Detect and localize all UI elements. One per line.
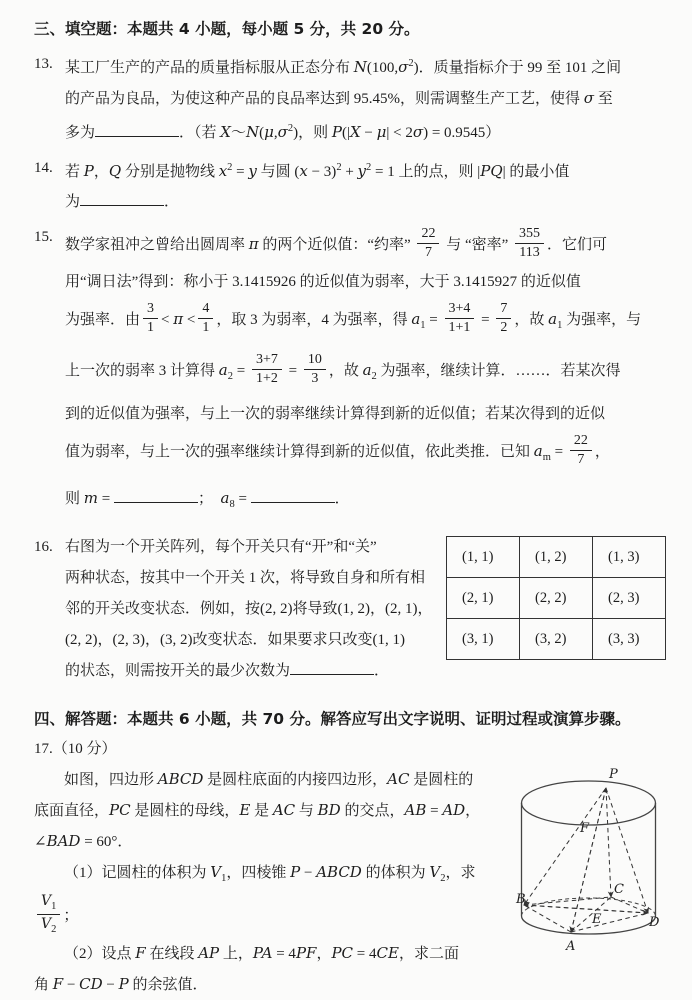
q16-line-1: 右图为一个开关阵列，每个开关只有“开”和“关” (65, 539, 377, 555)
pyramid-edges (524, 788, 648, 932)
q16-line-3: 邻的开关改变状态．例如，按(2, 2)将导致(1, 2)，(2, 1)， (65, 601, 433, 617)
figure-label-b: B (516, 892, 526, 907)
table-cell: (3, 3) (593, 619, 666, 660)
question-16-number: 16. (34, 539, 53, 555)
table-cell: (2, 1) (447, 578, 520, 619)
q17-line-5: $\frac{V_1}{V_2}$ ； (34, 894, 668, 938)
table-cell: (1, 1) (447, 537, 520, 578)
section3-header: 三、填空题：本题共 4 小题，每小题 5 分，共 20 分。 (34, 20, 420, 38)
question-14 (34, 153, 668, 217)
q17-heading: 17.（10 分） (34, 741, 117, 757)
q15-line-2: 用“调日法”得到：称小于 3.1415926 的近似值为弱率，大于 3.1415927 的近似值 (65, 274, 581, 290)
table-row (447, 537, 666, 578)
q16-line-5: 的状态，则需按开关的最少次数为 ． (65, 656, 668, 687)
q15-line-5: 到的近似值为强率，与上一次的弱率继续计算得到新的近似值；若某次得到的近似 (65, 406, 606, 422)
question-13-number: 13. (34, 56, 53, 72)
question-16 (34, 532, 668, 687)
question-17 (34, 734, 668, 1000)
table-cell: (1, 2) (520, 537, 593, 578)
q17-line-3: ∠BAD = 60°． (34, 832, 133, 850)
figure-label-p: P (609, 767, 618, 782)
q15-line-3: 为强率．由 $\frac{3}{1}$ < π < $\frac{4}{1}$ ，取 3 为弱率，4 为强率，得 $a_1$ = $\frac{3+4}{1+1}$ = $\frac{7}{2}$ ，故 $a_1$ 为强率，与 (65, 300, 642, 336)
q16-line-2: 两种状态，按其中一个开关 1 次，将导致自身和所有相 (65, 570, 426, 586)
table-cell: (3, 1) (447, 619, 520, 660)
figure-label-f: F (580, 821, 590, 836)
figure-label-a: A (566, 939, 576, 954)
figure-label-e: E (592, 912, 602, 927)
q16-line-4: (2, 2)，(2, 3)，(3, 2)改变状态．如果要求只改变(1, 1) (65, 632, 405, 648)
q15-line-6: 值为弱率，与上一次的强率继续计算得到新的近似值，依此类推．已知 $a_m$ = $\frac{22}{7}$ ， (65, 432, 610, 468)
q13-line-2: 的产品为良品，为使这种产品的良品率达到 95.45%，则需调整生产工艺，使得 σ 至 (65, 89, 613, 107)
q17-line-2: 底面直径，PC 是圆柱的母线，E 是 AC 与 BD 的交点，AB = AD， (34, 801, 481, 819)
section4-header: 四、解答题：本题共 6 小题，共 70 分。解答应写出文字说明、证明过程或演算步骤。 (34, 710, 631, 728)
q17-line-7: 角 F − CD − P 的余弦值． (34, 975, 208, 993)
table-cell: (1, 3) (593, 537, 666, 578)
q13-line-3: 多为 ．（若 $X\sim N(\mu,\sigma^2)$，则 P(|X − μ| < 2σ) = 0.9545） (65, 123, 501, 141)
question-15 (34, 222, 668, 523)
q17-line-4: （1）记圆柱的体积为 $V_1$，四棱锥 P − ABCD 的体积为 $V_2$，求 (64, 863, 476, 884)
cylinder-outline (522, 781, 656, 934)
table-row (447, 578, 666, 619)
question-15-number: 15. (34, 229, 53, 245)
q14-line-1: 若 P，Q 分别是抛物线 $x^2 = y$ 与圆 $(x - 3)^2 + y^2 = 1$ 上的点，则 |PQ| 的最小值 (65, 162, 570, 180)
figure-label-c: C (614, 882, 624, 897)
figure-label-d: D (649, 915, 660, 930)
table-row (447, 619, 666, 660)
question-13 (34, 49, 668, 148)
table-cell: (3, 2) (520, 619, 593, 660)
q14-line-2: 为 ． (65, 187, 668, 217)
question-14-number: 14. (34, 160, 53, 176)
q17-line-6: （2）设点 F 在线段 AP 上，PA = 4PF，PC = 4CE，求二面 (64, 944, 459, 962)
q17-line-1: 如图，四边形 ABCD 是圆柱底面的内接四边形，AC 是圆柱的 (64, 770, 474, 788)
table-cell: (2, 2) (520, 578, 593, 619)
q13-line-1: 某工厂生产的产品的质量指标服从正态分布 $N(100,\sigma^2)$．质量指标介于 99 至 101 之间 (65, 58, 622, 76)
q15-line-1: 数学家祖冲之曾给出圆周率 π 的两个近似值：“约率” $\frac{22}{7}$ 与 “密率” $\frac{355}{113}$ ．它们可 (65, 225, 608, 261)
cylinder-pyramid-figure (516, 766, 668, 966)
table-cell: (2, 3) (593, 578, 666, 619)
switch-array-table (446, 536, 666, 660)
q15-line-7: 则 m = ； $a_8$ = ． (65, 489, 350, 510)
q15-line-4: 上一次的弱率 3 计算得 $a_2$ = $\frac{3+7}{1+2}$ = $\frac{10}{3}$ ，故 $a_2$ 为强率，继续计算．……．若某次得 (65, 351, 621, 387)
